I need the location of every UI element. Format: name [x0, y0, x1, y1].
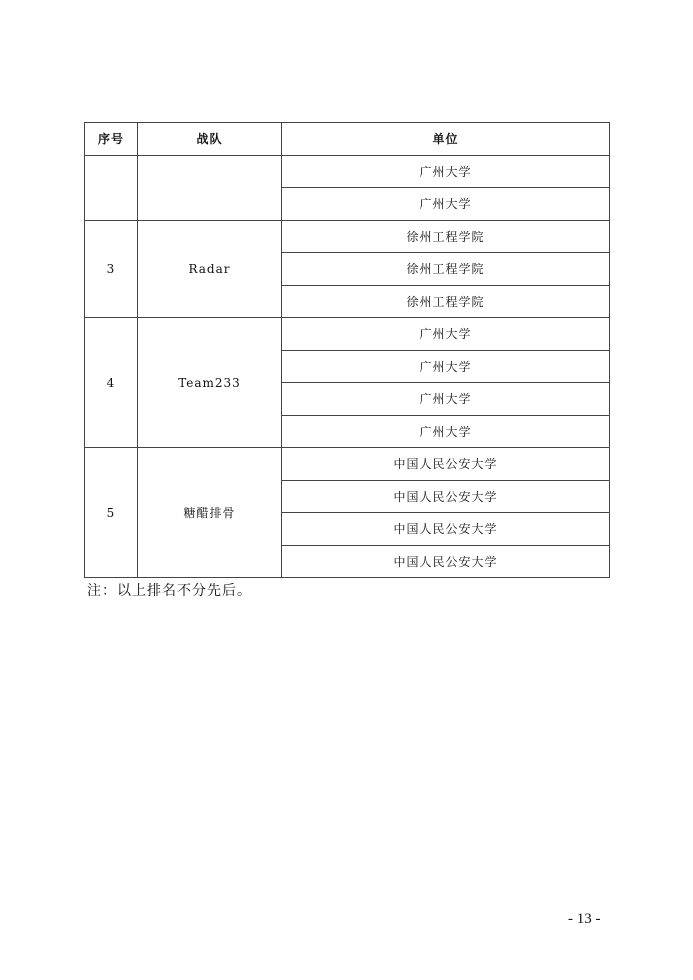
cell-unit: 广州大学: [282, 383, 610, 416]
page-number: - 13 -: [568, 911, 601, 927]
cell-unit: 广州大学: [282, 188, 610, 221]
cell-no: 5: [85, 448, 138, 578]
header-unit: 单位: [282, 123, 610, 156]
cell-unit: 广州大学: [282, 415, 610, 448]
cell-unit: 中国人民公安大学: [282, 480, 610, 513]
table-row: [85, 220, 610, 253]
ranking-table: [84, 122, 610, 578]
cell-no: 4: [85, 318, 138, 448]
cell-no: 3: [85, 220, 138, 318]
table-row: [85, 318, 610, 351]
header-team: 战队: [138, 123, 282, 156]
table-note: 注：以上排名不分先后。: [87, 583, 252, 599]
cell-unit: 广州大学: [282, 155, 610, 188]
cell-team: Team233: [138, 318, 282, 448]
cell-team: 糖醋排骨: [138, 448, 282, 578]
cell-unit: 广州大学: [282, 350, 610, 383]
cell-unit: 徐州工程学院: [282, 220, 610, 253]
cell-unit: 中国人民公安大学: [282, 513, 610, 546]
header-no: 序号: [85, 123, 138, 156]
cell-unit: 中国人民公安大学: [282, 448, 610, 481]
table-header-row: [85, 123, 610, 156]
cell-unit: 徐州工程学院: [282, 285, 610, 318]
cell-team: [138, 155, 282, 220]
cell-unit: 中国人民公安大学: [282, 545, 610, 578]
cell-team: Radar: [138, 220, 282, 318]
table-row: [85, 448, 610, 481]
cell-unit: 徐州工程学院: [282, 253, 610, 286]
cell-no: [85, 155, 138, 220]
cell-unit: 广州大学: [282, 318, 610, 351]
table-row: [85, 155, 610, 188]
